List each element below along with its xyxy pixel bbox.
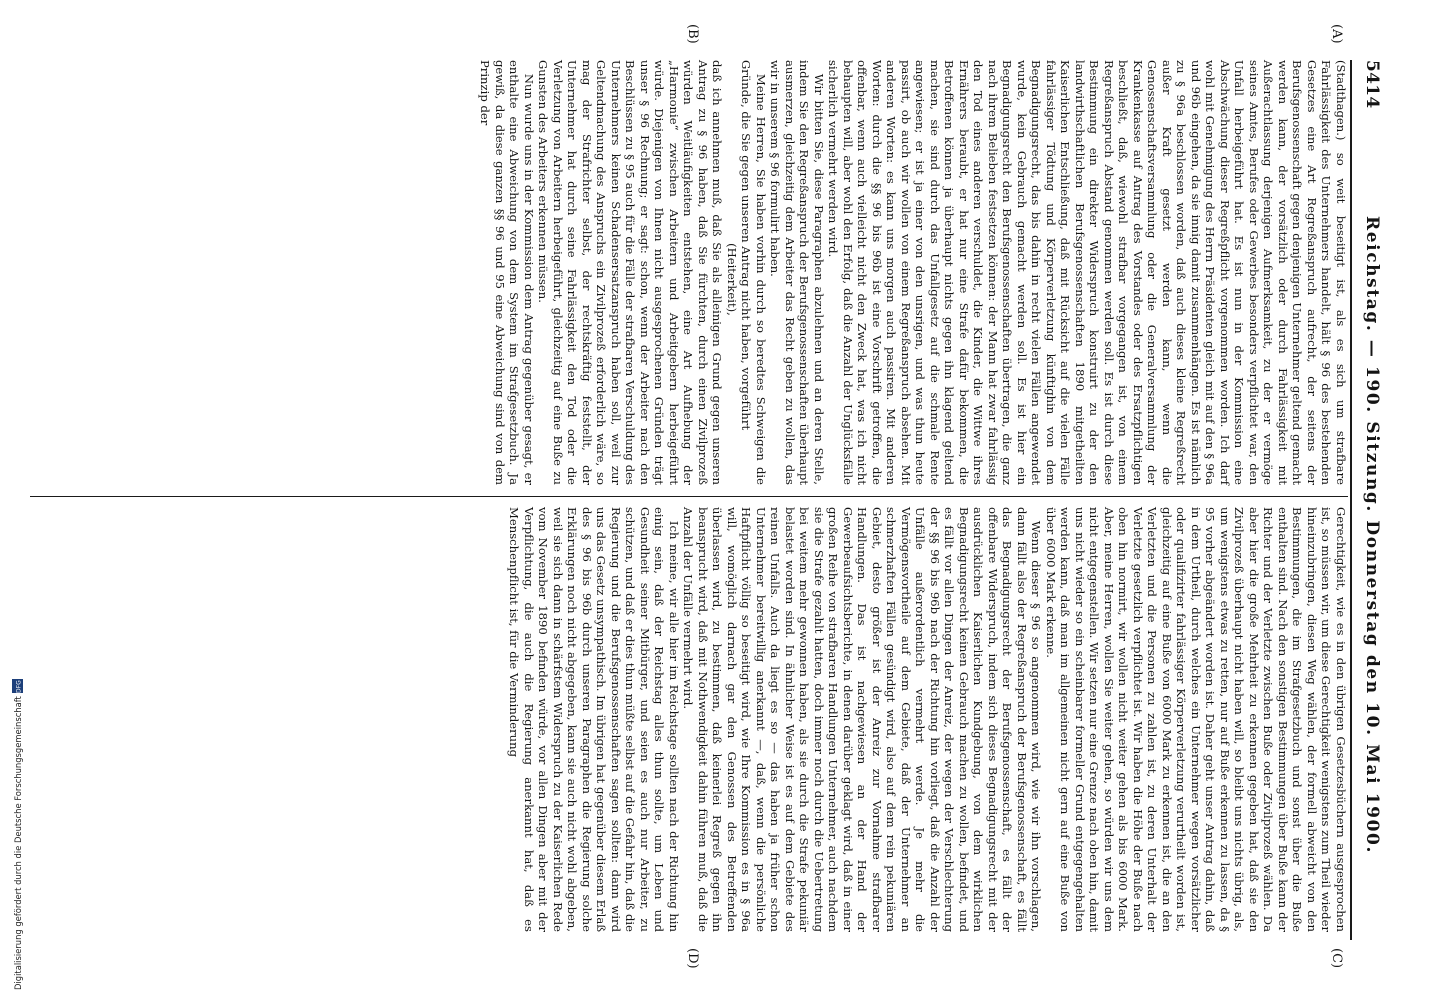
running-head: Reichstag. — 190. Sitzung. Donnerstag den 10. Mai 1900. [1362,216,1382,854]
paragraph: Gerechtigkeit, wie es in den übrigen Gesetzesbüchern ausgesprochen ist, so müssen wir, um diese Gerechtigkeit wenigstens zum Theil wieder hineinzubringen, diesen Weg wählen, der formell abweicht von den Bestimmungen, die im Strafgesetzbuch und sonst über die Buße enthalten sind. Nach den sonstigen Bestimmungen über Buße kann der Richter und der Verletzte zwischen Buße oder Zivilprozeß wählen. Da aber hier die große Mehrheit zu erkennen gegeben hat, daß sie den Zivilprozeß überhaupt nicht haben will, so bleibt uns nichts übrig, als, um wenigstens etwas zu retten, nur auf Buße erkennen zu lassen, da § 95 vorher abgeändert worden ist. Daher geht unser Antrag dahin, daß in dem Urtheil, durch welches ein Unternehmer wegen vorsätzlicher oder qualifizirter fahrlässiger Körperverletzung verurtheilt worden ist, gleichzeitig auf eine Buße von 6000 Mark zu erkennen ist, die an den Verletzten und die Personen zu zahlen ist, zu deren Unterhalt der Verletzte gesetzlich verpflichtet ist. Wir haben die Höhe der Buße nach oben hin normirt, wir wollen nicht weiter gehen als bis 6000 Mark. Aber, meine Herren, wollen Sie weiter gehen, so würden wir uns dem nicht entgegenstellen. Wir setzen nur eine Grenze nach oben hin, damit uns nicht wieder so ein scheinbarer formeller Grund entgegengehalten werden kann, daß man im allgemeinen nicht gern auf eine Buße von über 6000 Mark erkenne. [1044,507,1348,932]
margin-marker-b: (B) [685,24,700,44]
paragraph: Meine Herren, Sie haben vorhin durch so beredtes Schweigen die Gründe, die Sie gegen unseren Antrag nicht haben, vorgeführt [739,60,768,485]
margin-marker-a: (A) [1329,24,1344,44]
margin-marker-c: (C) [1329,948,1344,969]
paragraph: Nun wurde uns in der Kommission dem Antrag gegenüber gesagt, er enthalte eine Abweichung von dem System im Strafgesetzbuch. Ja gewiß, da diese ganzen §§ 96 und 95 eine Abweichung sind von dem Prinzip der [478,60,536,485]
column-divider [30,496,1348,497]
left-text-column [478,60,1348,485]
paragraph: Wenn dieser § 96 so angenommen wird, wie wir ihn vorschlagen, dann fällt also der Regreßanspruch der Berufsgenossenschaft, es fällt das Begnadigungsrecht der Berufsgenossenschaft, es fällt der offenbare Widerspruch, indem sich dieses Begnadigungsrecht mit der ausdrücklichen Kaiserlichen Kundgebung, von dem wirklichen Begnadigungsrecht keinen Gebrauch machen zu wollen, befindet, und es fällt vor allen Dingen der Anreiz, der wegen der Verschlechterung der §§ 96 bis 96b nach der Richtung hin vorliegt, daß die Anzahl der Unfälle außerordentlich vermehrt werde. Je mehr die Vermögensvortheile auf dem Gebiete, daß der Unternehmer an schmerzhaften Fällen gesündigt wird, also auf dem rein pekuniären Gebiet, desto größer ist der Anreiz zur Vornahme strafbarer Handlungen. Das ist nachgewiesen an der Hand der Gewerbeaufsichtsberichte, in denen darüber geklagt wird, daß in einer großen Reihe von strafbaren Handlungen Unternehmer, auch nachdem sie die Strafe gezahlt hatten, doch immer noch durch die Uebertretung bei weitem mehr gewonnen haben, als sie durch die Strafe pekuniär belastet worden sind. In ähnlicher Weise ist es auf dem Gebiete des reinen Unfalls. Auch da liegt es so — das haben ja früher schon Unternehmer bereitwillig anerkannt —, daß, wenn die persönliche Haftpflicht völlig so beseitigt wird, wie Ihre Kommission es in § 96a will, womöglich darnach gar den Genossen des Betreffenden überlassen wird, zu bestimmen, daß keinerlei Regreß gegen ihn beansprucht wird, daß mit Nothwendigkeit dahin führen muß, daß die Anzahl der Unfälle vermehrt wird. [681,507,1044,932]
paragraph: Wir bitten Sie, diese Paragraphen abzulehnen und an deren Stelle, indem Sie den Regreßanspruch der Berufsgenossenschaften überhaupt ausmerzen, gleichzeitig dem Arbeiter das Recht geben zu wollen, das wir in unserem § 96 formulirt haben. [768,60,826,485]
stage-direction: (Heiterkeit), [725,243,739,316]
paragraph: daß ich annehmen muß, daß Sie als alleinigen Grund gegen unseren Antrag zu § 96 haben, daß Sie fürchten, durch einen Zivilprozeß würden Weitläufigkeiten entstehen, eine Art Aufhebung der „Harmonie“ zwischen Arbeitern und Arbeitgebern herbeigeführt würde. Diejenigen von Ihnen nicht ausgesprochenen Gründen trägt unser § 96 Rechnung; er sagt: schon, wenn der Arbeiter nach den Beschlüssen zu § 95 auch für die Fälle der strafbaren Verschuldung des Unternehmers keinen Schadensersatzanspruch haben soll, weil zur Geltendmachung des Anspruchs ein Zivilprozeß erforderlich wäre, so mag der Strafrichter selbst, der rechtskräftig feststellt, der Unternehmer hat durch seine Fahrlässigkeit den Tod oder die Verletzung von Arbeitern herbeigeführt, gleichzeitig auf eine Buße zu Gunsten des Arbeiters erkennen müssen. [536,60,725,485]
right-text-column [507,507,1348,932]
margin-marker-d: (D) [685,948,700,969]
paragraph: (Stadthagen.) so weit beseitigt ist, als es sich um strafbare Fahrlässigkeit des Unternehmers handelt, hält § 96 des bestehenden Gesetzes eine Art Regreßanspruch aufrecht, der seitens der Berufsgenossenschaft gegen denjenigen Unternehmer geltend gemacht werden kann, der vorsätzlich oder durch Fahrlässigkeit mit Außerachtlassung derjenigen Aufmerksamkeit, zu der er vermöge seines Amtes, Berufes oder Gewerbes besonders verpflichtet war, den Unfall herbeigeführt hat. Es ist nun in der Kommission eine Abschwächung dieser Regreßpflicht vorgenommen worden. Ich darf wohl mit Genehmigung des Herrn Präsidenten gleich mit auf den § 96a und 96b eingehen, da sie innig damit zusammenhängen. Es ist nämlich zu § 96a beschlossen worden, daß auch dieses kleine Regreßrecht außer Kraft gesetzt werden kann, wenn die Genossenschaftsversammlung oder die Generalversammlung der Krankenkasse auf Antrag des Vorstandes oder des Ersatzpflichtigen beschließt, daß, wiewohl strafbar vorgegangen ist, von einem Regreßanspruch Abstand genommen werden soll. Es ist durch diese Bestimmung ein direkter Widerspruch konstruirt zu der den landwirthschaftlichen Berufsgenossenschaften 1890 mitgetheilten Kaiserlichen Entschließung, daß mit Rücksicht auf die vielen Fälle fahrlässiger Tödtung und Körperverletzung künftighin von dem Begnadigungsrecht, das bis dahin in recht vielen Fällen angewendet wurde, kein Gebrauch gemacht werden soll. Es ist hier ein Begnadigungsrecht den Berufsgenossenschaften übertragen, die ganz nach ihrem Belieben festsetzen können: der Mann hat zwar fahrlässig den Tod eines anderen verschuldet, die Kinder, die Wittwe ihres Ernährers beraubt, er hat nur eine Strafe dafür bekommen, die Betroffenen können ja überhaupt nichts gegen ihn klagend geltend machen, sie sind durch das Unfallgesetz auf die schmale Rente angewiesen; er ist ja einer von den unsrigen, und was thun heute passirt, ob auch wir wollen von einem Regreßanspruch absehen. Mit anderen Worten: es kann uns morgen auch passiren. Mit anderen Worten: durch die §§ 96 bis 96b ist eine Vorschrift getroffen, die offenbar, wenn auch vielleicht nicht den Zweck hat, was ich nicht behaupten will, aber wohl den Erfolg, daß die Anzahl der Unglücksfälle sicherlich vermehrt werden wird. [826,60,1348,485]
credit-text: Digitalisierung gefördert durch die Deutsche Forschungsgemeinschaft [13,696,23,990]
paragraph: Ich meine, wir alle hier im Reichstage sollten nach der Richtung hin einig sein, daß der Reichstag alles thun sollte, um Leben und Gesundheit seiner Mitbürger, und seien es auch nur Arbeiter, zu schützen, und daß er dies thun müßte selbst auf die Gefahr hin, daß die Regierung und die Berufsgenossenschaften sagen sollten: dann wird uns das Gesetz unsympathisch. Im übrigen hat gegenüber diesem Erlaß des § 96 bis 96b durch unseren Paragraphen die Regierung solche Erklärungen noch nicht abgegeben, kann sie auch nicht wohl abgeben, weil sie sich dann in schärfstem Widerspruch zu der Kaiserlichen Rede vom November 1890 befinden würde, vor allen Dingen aber mit der Verpflichtung, die auch die Regierung anerkannt hat, daß es Menschenpflicht ist, für die Verminderung [507,507,681,932]
digitization-credit [8,600,28,990]
page-header [1352,60,1382,940]
header-rule [1350,60,1352,940]
dfg-logo-icon: DFG [13,679,24,693]
page-number: 5414 [1362,60,1382,109]
